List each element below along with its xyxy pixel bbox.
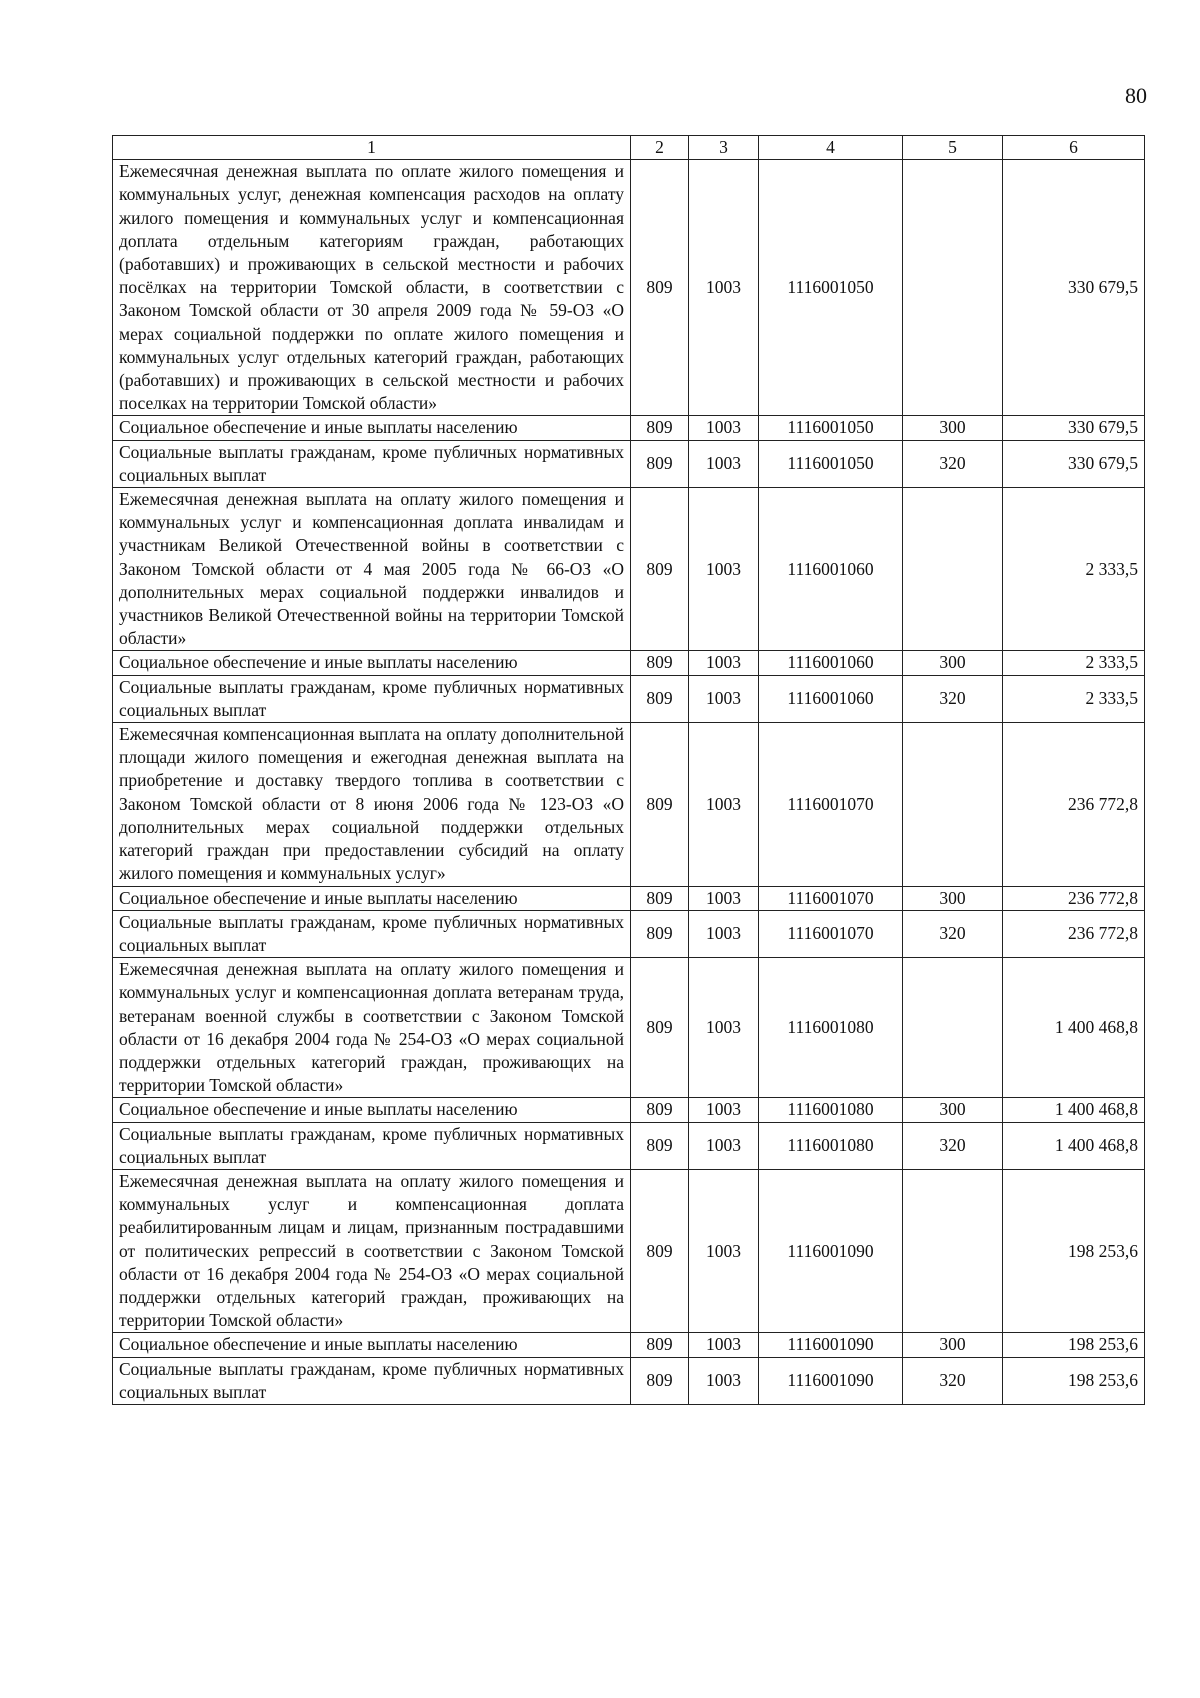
cell-target-article: 1116001060 bbox=[759, 488, 903, 651]
table-row bbox=[113, 1169, 1145, 1332]
row-description: Социальные выплаты гражданам, кроме публичных нормативных социальных выплат bbox=[113, 440, 631, 487]
table-header-row bbox=[113, 136, 1145, 160]
cell-target-article: 1116001090 bbox=[759, 1169, 903, 1332]
cell-target-article: 1116001060 bbox=[759, 651, 903, 675]
cell-amount: 236 772,8 bbox=[1003, 723, 1145, 886]
column-header-5: 5 bbox=[903, 136, 1003, 160]
cell-section-code: 1003 bbox=[689, 886, 759, 910]
page-number: 80 bbox=[1125, 83, 1147, 108]
column-header-6: 6 bbox=[1003, 136, 1145, 160]
cell-amount: 1 400 468,8 bbox=[1003, 1098, 1145, 1122]
cell-target-article: 1116001050 bbox=[759, 160, 903, 416]
cell-section-code: 1003 bbox=[689, 675, 759, 722]
table-row bbox=[113, 488, 1145, 651]
cell-ministry-code: 809 bbox=[631, 1098, 689, 1122]
cell-amount: 198 253,6 bbox=[1003, 1169, 1145, 1332]
table-row bbox=[113, 723, 1145, 886]
cell-ministry-code: 809 bbox=[631, 416, 689, 440]
cell-target-article: 1116001080 bbox=[759, 958, 903, 1098]
cell-ministry-code: 809 bbox=[631, 886, 689, 910]
cell-expense-type: 300 bbox=[903, 416, 1003, 440]
row-description: Социальное обеспечение и иные выплаты населению bbox=[113, 416, 631, 440]
cell-expense-type: 320 bbox=[903, 440, 1003, 487]
cell-ministry-code: 809 bbox=[631, 723, 689, 886]
cell-section-code: 1003 bbox=[689, 488, 759, 651]
cell-target-article: 1116001080 bbox=[759, 1122, 903, 1169]
column-header-3: 3 bbox=[689, 136, 759, 160]
cell-section-code: 1003 bbox=[689, 440, 759, 487]
cell-expense-type: 320 bbox=[903, 1357, 1003, 1404]
table-row bbox=[113, 886, 1145, 910]
cell-section-code: 1003 bbox=[689, 1357, 759, 1404]
column-header-1: 1 bbox=[113, 136, 631, 160]
cell-amount: 2 333,5 bbox=[1003, 488, 1145, 651]
row-description: Социальное обеспечение и иные выплаты населению bbox=[113, 1333, 631, 1357]
row-description: Социальные выплаты гражданам, кроме публичных нормативных социальных выплат bbox=[113, 910, 631, 957]
cell-section-code: 1003 bbox=[689, 651, 759, 675]
cell-expense-type: 320 bbox=[903, 1122, 1003, 1169]
row-description: Социальное обеспечение и иные выплаты населению bbox=[113, 651, 631, 675]
cell-ministry-code: 809 bbox=[631, 1357, 689, 1404]
cell-expense-type bbox=[903, 160, 1003, 416]
row-description: Ежемесячная компенсационная выплата на оплату дополнительной площади жилого помещения и ежегодная денежная выплата на приобретение и доставку твердого топлива в соответствии с Законом Томской области от 8 июня 2006 года № 123-ОЗ «О дополнительных мерах социальной поддержки отдельных категорий граждан при предоставлении субсидий на оплату жилого помещения и коммунальных услуг» bbox=[113, 723, 631, 886]
cell-amount: 1 400 468,8 bbox=[1003, 1122, 1145, 1169]
cell-target-article: 1116001060 bbox=[759, 675, 903, 722]
cell-amount: 198 253,6 bbox=[1003, 1357, 1145, 1404]
cell-target-article: 1116001090 bbox=[759, 1357, 903, 1404]
row-description: Социальные выплаты гражданам, кроме публичных нормативных социальных выплат bbox=[113, 1122, 631, 1169]
cell-expense-type bbox=[903, 723, 1003, 886]
cell-section-code: 1003 bbox=[689, 723, 759, 886]
cell-ministry-code: 809 bbox=[631, 488, 689, 651]
cell-expense-type: 320 bbox=[903, 675, 1003, 722]
cell-expense-type: 300 bbox=[903, 651, 1003, 675]
cell-expense-type bbox=[903, 488, 1003, 651]
cell-section-code: 1003 bbox=[689, 1169, 759, 1332]
cell-ministry-code: 809 bbox=[631, 651, 689, 675]
row-description: Ежемесячная денежная выплата на оплату жилого помещения и коммунальных услуг и компенсационная доплата реабилитированным лицам и лицам, признанным пострадавшими от политических репрессий в соответствии с Законом Томской области от 16 декабря 2004 года № 254-ОЗ «О мерах социальной поддержки отдельных категорий граждан, проживающих на территории Томской области» bbox=[113, 1169, 631, 1332]
table-row bbox=[113, 160, 1145, 416]
cell-target-article: 1116001070 bbox=[759, 723, 903, 886]
cell-ministry-code: 809 bbox=[631, 440, 689, 487]
cell-section-code: 1003 bbox=[689, 160, 759, 416]
cell-amount: 330 679,5 bbox=[1003, 416, 1145, 440]
cell-ministry-code: 809 bbox=[631, 675, 689, 722]
table-row bbox=[113, 675, 1145, 722]
cell-amount: 236 772,8 bbox=[1003, 886, 1145, 910]
cell-ministry-code: 809 bbox=[631, 1122, 689, 1169]
cell-section-code: 1003 bbox=[689, 958, 759, 1098]
cell-target-article: 1116001050 bbox=[759, 416, 903, 440]
cell-ministry-code: 809 bbox=[631, 958, 689, 1098]
table-row bbox=[113, 1357, 1145, 1404]
cell-section-code: 1003 bbox=[689, 910, 759, 957]
table-row bbox=[113, 1098, 1145, 1122]
cell-amount: 2 333,5 bbox=[1003, 675, 1145, 722]
cell-amount: 1 400 468,8 bbox=[1003, 958, 1145, 1098]
cell-target-article: 1116001050 bbox=[759, 440, 903, 487]
row-description: Социальное обеспечение и иные выплаты населению bbox=[113, 1098, 631, 1122]
cell-amount: 2 333,5 bbox=[1003, 651, 1145, 675]
column-header-4: 4 bbox=[759, 136, 903, 160]
cell-expense-type bbox=[903, 1169, 1003, 1332]
cell-section-code: 1003 bbox=[689, 1122, 759, 1169]
cell-amount: 236 772,8 bbox=[1003, 910, 1145, 957]
cell-expense-type: 300 bbox=[903, 1098, 1003, 1122]
cell-target-article: 1116001070 bbox=[759, 910, 903, 957]
table-row bbox=[113, 440, 1145, 487]
cell-section-code: 1003 bbox=[689, 1333, 759, 1357]
cell-ministry-code: 809 bbox=[631, 160, 689, 416]
table-row bbox=[113, 910, 1145, 957]
row-description: Ежемесячная денежная выплата на оплату жилого помещения и коммунальных услуг и компенсационная доплата инвалидам и участникам Великой Отечественной войны в соответствии с Законом Томской области от 4 мая 2005 года № 66-ОЗ «О дополнительных мерах социальной поддержки инвалидов и участников Великой Отечественной войны на территории Томской области» bbox=[113, 488, 631, 651]
table-body bbox=[113, 160, 1145, 1405]
cell-ministry-code: 809 bbox=[631, 1333, 689, 1357]
table-row bbox=[113, 651, 1145, 675]
cell-target-article: 1116001070 bbox=[759, 886, 903, 910]
table-row bbox=[113, 1333, 1145, 1357]
cell-expense-type: 320 bbox=[903, 910, 1003, 957]
budget-table bbox=[112, 135, 1145, 1405]
cell-ministry-code: 809 bbox=[631, 910, 689, 957]
table-row bbox=[113, 1122, 1145, 1169]
table-row bbox=[113, 958, 1145, 1098]
row-description: Ежемесячная денежная выплата на оплату жилого помещения и коммунальных услуг и компенсационная доплата ветеранам труда, ветеранам военной службы в соответствии с Законом Томской области от 16 декабря 2004 года № 254-ОЗ «О мерах социальной поддержки отдельных категорий граждан, проживающих на территории Томской области» bbox=[113, 958, 631, 1098]
table-row bbox=[113, 416, 1145, 440]
cell-amount: 330 679,5 bbox=[1003, 440, 1145, 487]
cell-section-code: 1003 bbox=[689, 1098, 759, 1122]
cell-target-article: 1116001080 bbox=[759, 1098, 903, 1122]
cell-target-article: 1116001090 bbox=[759, 1333, 903, 1357]
cell-section-code: 1003 bbox=[689, 416, 759, 440]
row-description: Ежемесячная денежная выплата по оплате жилого помещения и коммунальных услуг, денежная компенсация расходов на оплату жилого помещения и коммунальных услуг и компенсационная доплата отдельным категориям граждан, работающих (работавших) и проживающих в сельской местности и рабочих посёлках на территории Томской области, в соответствии с Законом Томской области от 30 апреля 2009 года № 59-ОЗ «О мерах социальной поддержки по оплате жилого помещения и коммунальных услуг отдельных категорий граждан, работающих (работавших) и проживающих в сельской местности и рабочих поселках на территории Томской области» bbox=[113, 160, 631, 416]
row-description: Социальные выплаты гражданам, кроме публичных нормативных социальных выплат bbox=[113, 675, 631, 722]
cell-expense-type bbox=[903, 958, 1003, 1098]
column-header-2: 2 bbox=[631, 136, 689, 160]
row-description: Социальное обеспечение и иные выплаты населению bbox=[113, 886, 631, 910]
row-description: Социальные выплаты гражданам, кроме публичных нормативных социальных выплат bbox=[113, 1357, 631, 1404]
cell-ministry-code: 809 bbox=[631, 1169, 689, 1332]
cell-expense-type: 300 bbox=[903, 886, 1003, 910]
cell-amount: 198 253,6 bbox=[1003, 1333, 1145, 1357]
cell-amount: 330 679,5 bbox=[1003, 160, 1145, 416]
cell-expense-type: 300 bbox=[903, 1333, 1003, 1357]
